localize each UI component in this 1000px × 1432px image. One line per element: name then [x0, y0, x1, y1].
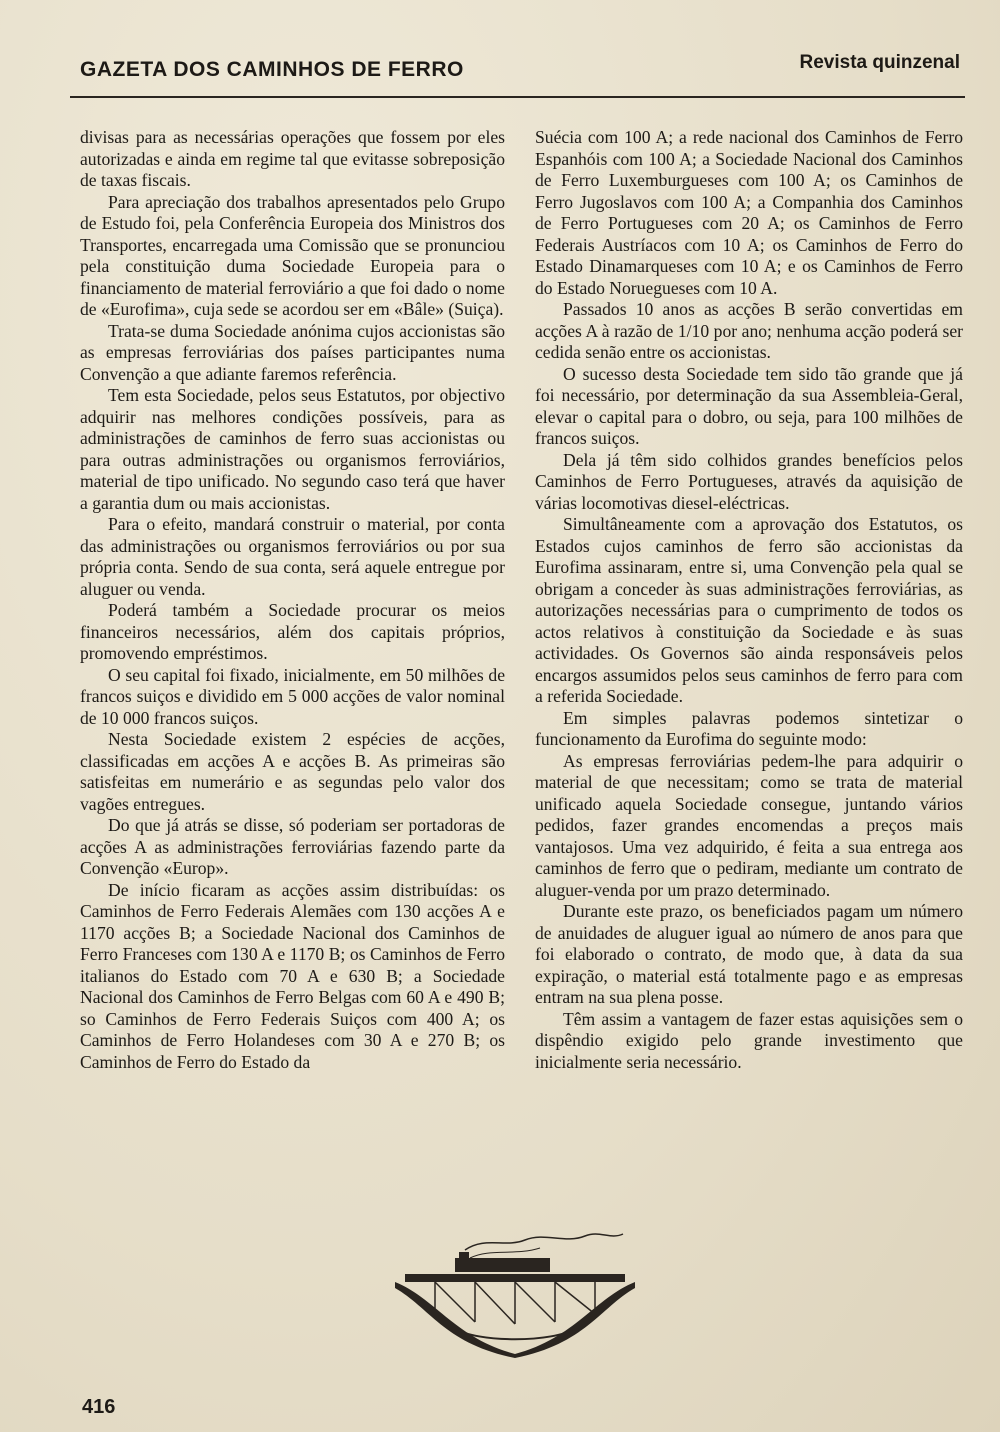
journal-subtitle: Revista quinzenal — [799, 52, 960, 73]
paragraph: Durante este prazo, os beneficiados pagam um número de anuidades de aluguer igual ao número de anos para que foi elaborado o contrato, de modo que, à data da sua expiração, o material está totalmente pago e as empresas entram na sua plena posse. — [535, 901, 963, 1007]
paragraph: O sucesso desta Sociedade tem sido tão grande que já foi necessário, por determinação da sua Assembleia-Geral, elevar o capital para o dobro, ou seja, para 100 milhões de francos suiços. — [535, 363, 963, 448]
header-rule — [70, 96, 965, 98]
page-number: 416 — [82, 1396, 116, 1418]
paragraph: As empresas ferroviárias pedem-lhe para adquirir o material de que necessitam; como se trata de material unificado aquela Sociedade consegue, juntando vários pedidos, fazer grandes encomendas a preços mais vantajosos. Uma vez adquirido, é feita a sua entrega aos caminhos de ferro que o pediram, mediante um contrato de aluguer-venda por um prazo determinado. — [535, 750, 963, 900]
paragraph: O seu capital foi fixado, inicialmente, em 50 milhões de francos suiços e dividido em 5 000 acções de valor nominal de 10 000 francos suiços. — [80, 664, 505, 728]
left-column — [80, 127, 505, 1073]
paragraph: Simultâneamente com a aprovação dos Estatutos, os Estados cujos caminhos de ferro são accionistas da Eurofima assinaram, entre si, uma Convenção pela qual se obrigam a conceder às suas administrações ferroviárias, as autorizações necessárias para o cumprimento de todos os actos relativos à constituição da Sociedade e às suas actividades. Os Governos são ainda responsáveis pelos encargos assumidos pelos seus caminhos de ferro para com a referida Sociedade. — [535, 514, 963, 706]
train-bridge-ornament-icon — [395, 1218, 635, 1358]
paragraph: Têm assim a vantagem de fazer estas aquisições sem o dispêndio exigido pelo grande investimento que inicialmente seria necessário. — [535, 1008, 963, 1072]
paragraph: divisas para as necessárias operações que fossem por eles autorizadas e ainda em regime tal que evitasse sobreposição de taxas fiscais. — [80, 127, 505, 190]
paragraph: Poderá também a Sociedade procurar os meios financeiros necessários, além dos capitais próprios, promovendo empréstimos. — [80, 600, 505, 663]
page-header — [80, 52, 960, 88]
paragraph: Tem esta Sociedade, pelos seus Estatutos, por objectivo adquirir nas melhores condições possíveis, para as administrações de caminhos de ferro suas accionistas ou para outras administrações ou organismos ferroviários, material de tipo unificado. No segundo caso terá que haver a garantia dum ou mais accionistas. — [80, 385, 505, 513]
paragraph: Para apreciação dos trabalhos apresentados pelo Grupo de Estudo foi, pela Conferência Europeia dos Ministros dos Transportes, encarregada uma Comissão que se pronunciou pela constituição duma Sociedade Europeia para o financiamento de material ferroviário a que foi dado o nome de «Eurofima», cuja sede se acordou ser em «Bâle» (Suiça). — [80, 191, 505, 319]
right-column — [535, 127, 963, 1073]
paragraph: Passados 10 anos as acções B serão convertidas em acções A à razão de 1/10 por ano; nenhuma acção poderá ser cedida senão entre os accionistas. — [535, 299, 963, 362]
paragraph: Trata-se duma Sociedade anónima cujos accionistas são as empresas ferroviárias dos países participantes numa Convenção a que adiante faremos referência. — [80, 320, 505, 384]
paragraph: Em simples palavras podemos sintetizar o funcionamento da Eurofima do seguinte modo: — [535, 707, 963, 749]
paragraph: De início ficaram as acções assim distribuídas: os Caminhos de Ferro Federais Alemães com 130 acções A e 1170 acções B; a Sociedade Nacional dos Caminhos de Ferro Franceses com 130 A e 1170 B; os Caminhos de Ferro italianos do Estado com 70 A e 630 B; a Sociedade Nacional dos Caminhos de Ferro Belgas com 60 A e 490 B; so Caminhos de Ferro Federais Suiços com 400 A; os Caminhos de Ferro Holandeses com 30 A e 270 B; os Caminhos de Ferro do Estado da — [80, 879, 505, 1072]
paragraph: Dela já têm sido colhidos grandes benefícios pelos Caminhos de Ferro Portugueses, através da aquisição de várias locomotivas diesel-eléctricas. — [535, 449, 963, 513]
paragraph: Do que já atrás se disse, só poderiam ser portadoras de acções A as administrações ferroviárias fazendo parte da Convenção «Europ». — [80, 815, 505, 878]
journal-title: GAZETA DOS CAMINHOS DE FERRO — [80, 58, 464, 81]
paragraph: Para o efeito, mandará construir o material, por conta das administrações ou organismos ferroviários ou por sua própria conta. Sendo de sua conta, será aquele entregue por aluguer ou venda. — [80, 514, 505, 599]
paragraph: Suécia com 100 A; a rede nacional dos Caminhos de Ferro Espanhóis com 100 A; a Sociedade Nacional dos Caminhos de Ferro Luxemburgueses com 100 A; os Caminhos de Ferro Jugoslavos com 100 A; a Companhia dos Caminhos de Ferro Portugueses com 20 A; os Caminhos de Ferro Federais Austríacos com 10 A; os Caminhos de Ferro do Estado Dinamarqueses com 10 A; e os Caminhos de Ferro do Estado Noruegueses com 10 A. — [535, 127, 963, 298]
paragraph: Nesta Sociedade existem 2 espécies de acções, classificadas em acções A e acções B. As primeiras são satisfeitas em numerário e as segundas pelo valor dos vagões entregues. — [80, 729, 505, 814]
